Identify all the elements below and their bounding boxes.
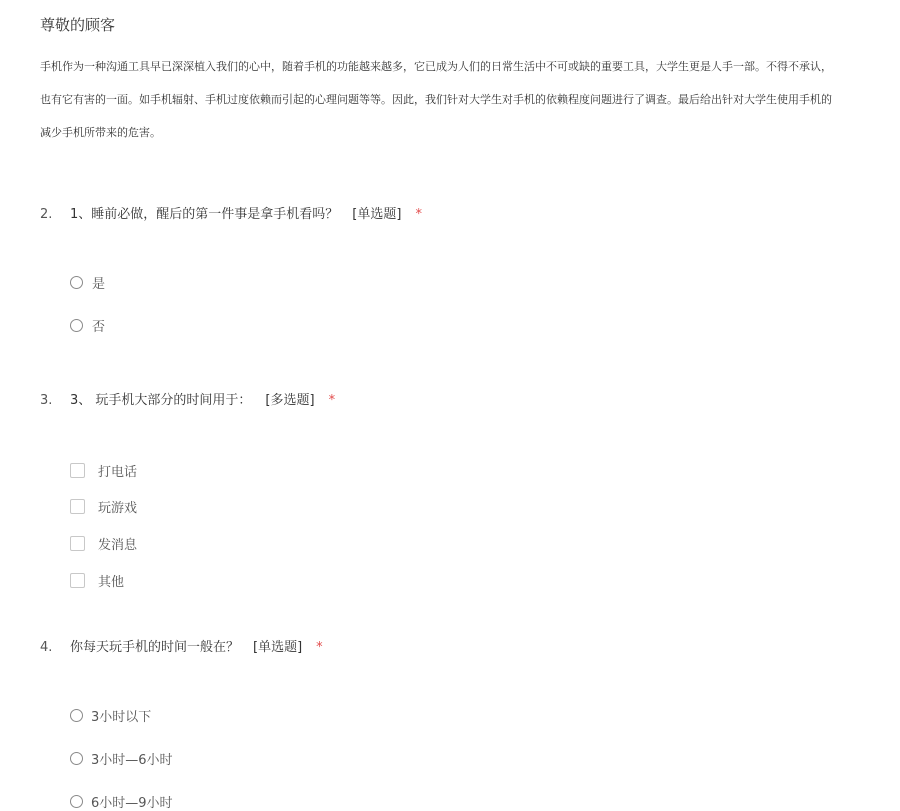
option-label: 否	[92, 320, 106, 335]
question-title	[40, 203, 422, 222]
checkbox-option[interactable]	[70, 571, 124, 590]
radio-button[interactable]	[70, 276, 83, 289]
radio-option[interactable]	[70, 316, 105, 335]
intro-text-line: 减少手机所带来的危害。	[40, 126, 161, 139]
radio-option[interactable]	[70, 792, 173, 811]
radio-button[interactable]	[70, 795, 83, 808]
option-label: 发消息	[98, 538, 138, 553]
question-text: 3、 玩手机大部分的时间用于：	[70, 393, 252, 408]
radio-button[interactable]	[70, 319, 83, 332]
option-label: 是	[92, 277, 106, 292]
checkbox-option[interactable]	[70, 534, 137, 553]
greeting-title: 尊敬的顾客	[40, 16, 116, 34]
question-text: 1、睡前必做，醒后的第一件事是拿手机看吗？	[70, 207, 339, 222]
intro-text-line: 手机作为一种沟通工具早已深深植入我们的心中，随着手机的功能越来越多，它已成为人们的日常生活中不可或缺的重要工具，大学生更是人手一部。不得不承认，	[40, 60, 832, 73]
option-label: 6小时—9小时	[91, 796, 173, 811]
radio-button[interactable]	[70, 752, 83, 765]
question-type-badge: [单选题]	[352, 207, 402, 222]
question-number: 2.	[40, 207, 53, 222]
question-type-badge: [单选题]	[253, 640, 303, 655]
option-label: 玩游戏	[98, 501, 138, 516]
radio-option[interactable]	[70, 706, 151, 725]
option-label: 3小时以下	[91, 710, 152, 725]
question-number: 4.	[40, 640, 53, 655]
option-label: 其他	[98, 575, 125, 590]
radio-option[interactable]	[70, 749, 173, 768]
intro-text-line: 也有它有害的一面。如手机辐射、手机过度依赖而引起的心理问题等等。因此，我们针对大学生对手机的依赖程度问题进行了调查。最后给出针对大学生使用手机的	[40, 93, 832, 106]
checkbox-option[interactable]	[70, 461, 137, 480]
required-marker: *	[328, 393, 336, 408]
required-marker: *	[316, 640, 323, 655]
question-number: 3.	[40, 393, 53, 408]
checkbox[interactable]	[70, 536, 85, 551]
question-title	[40, 636, 323, 655]
question-type-badge: [多选题]	[265, 393, 315, 408]
radio-button[interactable]	[70, 709, 83, 722]
required-marker: *	[415, 207, 422, 222]
checkbox-option[interactable]	[70, 497, 137, 516]
checkbox[interactable]	[70, 499, 85, 514]
option-label: 3小时—6小时	[91, 753, 173, 768]
question-text: 你每天玩手机的时间一般在？	[70, 640, 240, 655]
checkbox[interactable]	[70, 573, 85, 588]
radio-option[interactable]	[70, 273, 105, 292]
checkbox[interactable]	[70, 463, 85, 478]
question-title	[40, 389, 335, 408]
option-label: 打电话	[98, 465, 138, 480]
